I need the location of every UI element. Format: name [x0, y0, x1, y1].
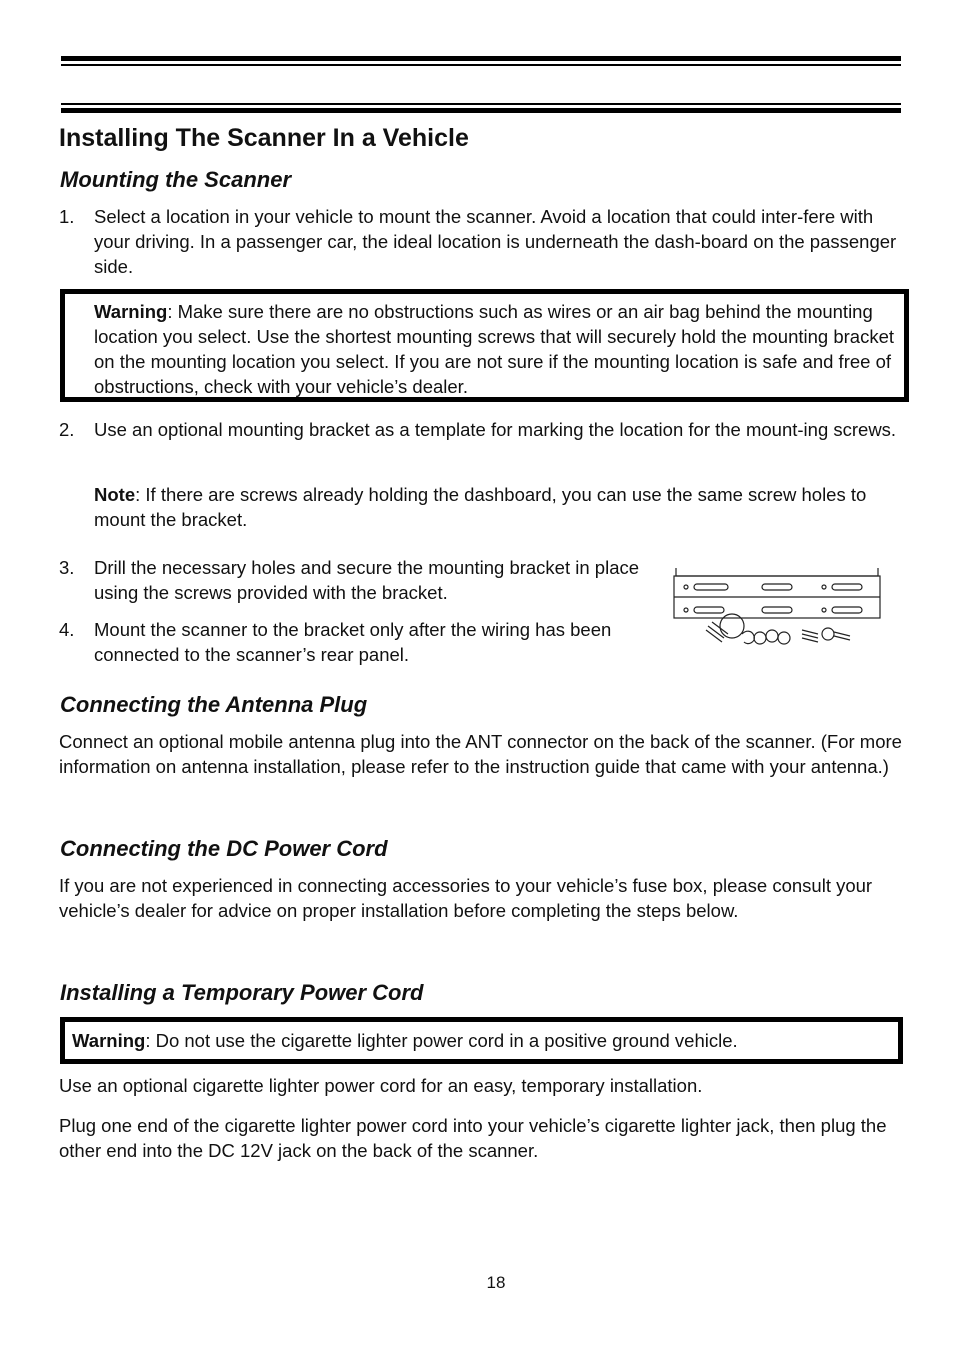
note-mounting: Note: If there are screws already holding the dashboard, you can use the same screw holes to mount the bracket. [94, 484, 867, 530]
heading-antenna: Connecting the Antenna Plug [60, 692, 368, 717]
step-1-number: 1. [59, 206, 75, 227]
step-2-number: 2. [59, 419, 75, 440]
header-rule-bottom-thick [61, 108, 901, 113]
step-2-text: Use an optional mounting bracket as a template for marking the location for the mount-ing screws. [94, 419, 897, 440]
header-rule-top-thin [61, 64, 901, 66]
step-4-text: Mount the scanner to the bracket only after the wiring has been connected to the scanner’s rear panel. [94, 619, 612, 665]
heading-dc-power: Connecting the DC Power Cord [60, 836, 388, 861]
dc-power-body: If you are not experienced in connecting accessories to your vehicle’s fuse box, please consult your vehicle’s dealer for advice on proper installation before completing the steps below. [59, 875, 873, 921]
step-3-text: Drill the necessary holes and secure the mounting bracket in place using the screws provided with the bracket. [94, 557, 640, 603]
note-label: Note [94, 484, 136, 505]
temporary-para-1: Use an optional cigarette lighter power cord for an easy, temporary installation. [59, 1075, 703, 1096]
mounting-bracket-with-screws-icon [668, 564, 886, 656]
temporary-para-2: Plug one end of the cigarette lighter power cord into your vehicle’s cigarette lighter jack, then plug the other end into the DC 12V jack on the back of the scanner. [59, 1115, 887, 1161]
antenna-body: Connect an optional mobile antenna plug into the ANT connector on the back of the scanner. (For more information on antenna installation, please refer to the instruction guide that came with your antenna.) [59, 731, 902, 777]
warning-box-mounting [60, 289, 909, 402]
step-1-text: Select a location in your vehicle to mount the scanner. Avoid a location that could inter-fere with your driving. In a passenger car, the ideal location is underneath the dash-board on the passenger side. [94, 206, 897, 277]
heading-mounting: Mounting the Scanner [60, 167, 291, 192]
step-4-number: 4. [59, 619, 75, 640]
header-rule-bottom-thin [61, 103, 901, 105]
page-number: 18 [486, 1273, 506, 1292]
page-title: Installing The Scanner In a Vehicle [59, 124, 469, 152]
warning-mounting-label: Warning [94, 301, 168, 322]
header-rule-top-thick [61, 56, 901, 61]
warning-box-temporary [60, 1017, 903, 1064]
heading-temporary-power: Installing a Temporary Power Cord [60, 980, 424, 1005]
warning-temporary-text: Warning: Do not use the cigarette lighter power cord in a positive ground vehicle. [72, 1030, 738, 1051]
warning-mounting-text: Warning: Make sure there are no obstructions such as wires or an air bag behind the mounting location you select. Use the shortest mounting screws that will securely hold the mounting bracket on the mounting location you select. If you are not sure if the mounting location is safe and free of obstructions, check with your vehicle’s dealer. [94, 301, 895, 397]
warning-temporary-label: Warning [72, 1030, 146, 1051]
step-3-number: 3. [59, 557, 75, 578]
